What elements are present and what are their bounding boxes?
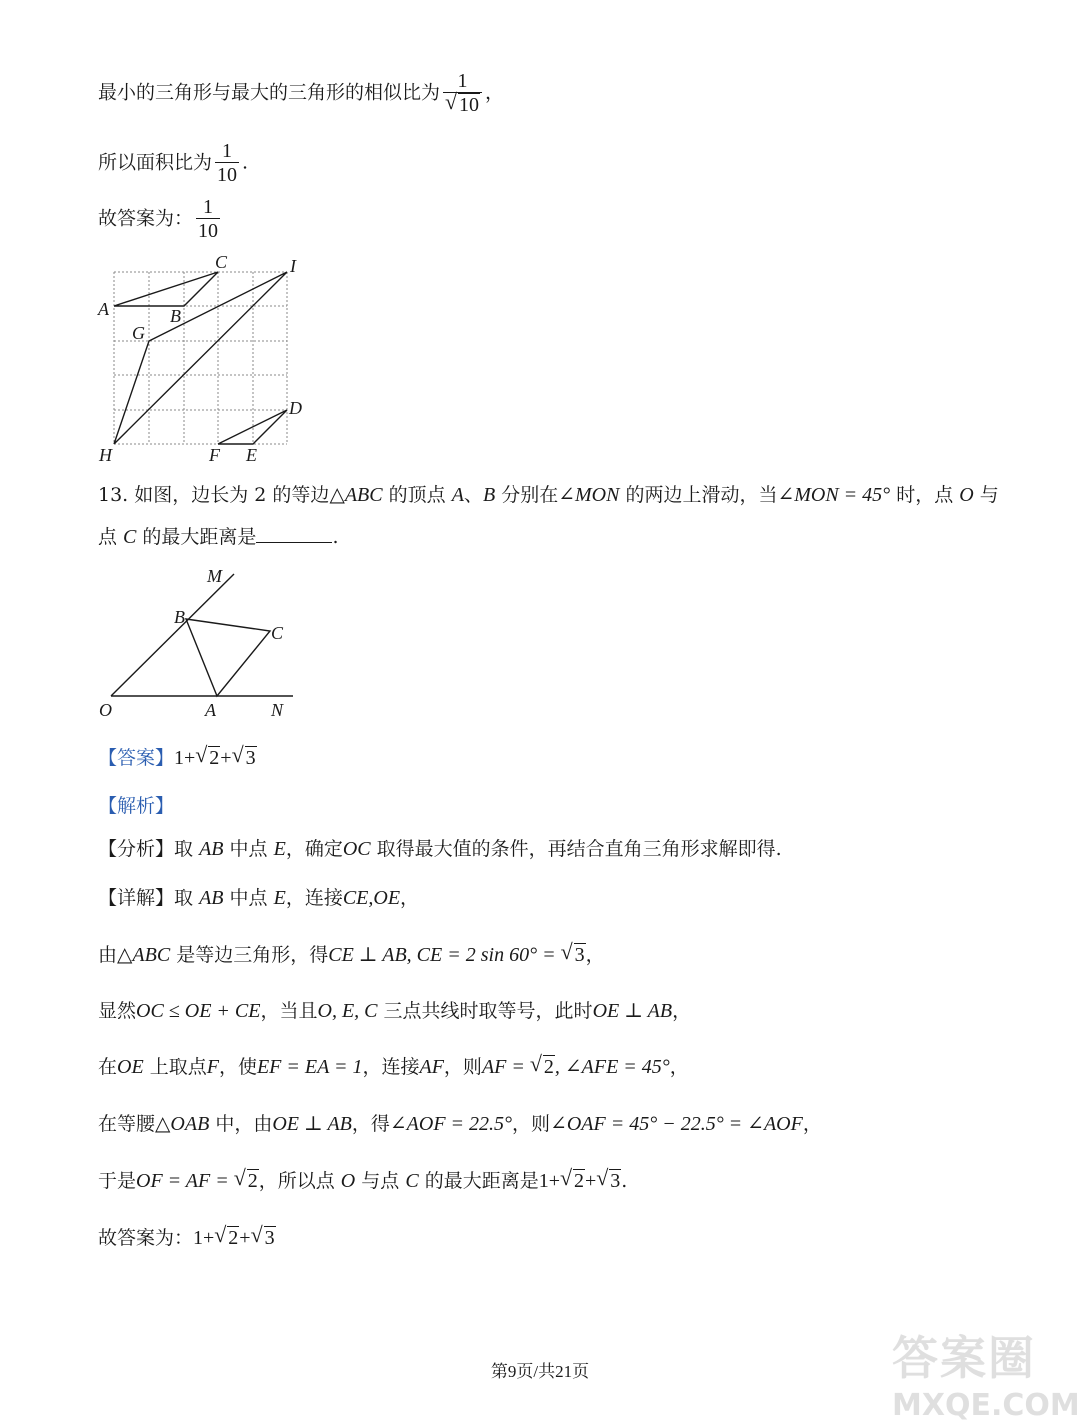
math-oc: OC (342, 838, 371, 860)
math-1-plus: 1+ (538, 1170, 561, 1192)
math-expr: , ∠AFE = 45° (554, 1056, 670, 1078)
triangle-symbol: △ (329, 484, 345, 506)
text: 显然 (98, 1000, 137, 1022)
math-o: O (959, 484, 974, 506)
separator: 、 (463, 484, 483, 506)
label-c2: C (271, 623, 284, 643)
text: 与点 (355, 1170, 406, 1192)
step-4-line (98, 1110, 822, 1138)
math-o: O (340, 1170, 356, 1192)
math-expr: EF = EA = 1 (256, 1056, 363, 1078)
text: 在等腰 (98, 1113, 156, 1135)
math-oab: OAB (170, 1113, 210, 1135)
label-d: D (289, 398, 302, 418)
radicand: 3 (245, 747, 256, 769)
fraction-1-over-10 (215, 140, 239, 187)
fraction-numerator: 1 (203, 196, 214, 218)
triangle-fed (218, 410, 287, 444)
text: 上取点 (143, 1056, 207, 1078)
grid-figure (95, 255, 325, 470)
text: 是等边三角形，得 (170, 944, 329, 966)
fraction-numerator: 1 (457, 70, 468, 92)
answer-line-q13 (98, 744, 257, 772)
q13-text-1: 13. 如图，边长为 2 的等边 (98, 484, 330, 506)
radicand: 3 (574, 944, 585, 966)
math-e: E (273, 838, 286, 860)
math-angle-mon: ∠MON (558, 484, 620, 506)
fraction-denominator: 10 (198, 220, 219, 242)
label-g: G (132, 323, 145, 343)
label-n: N (271, 700, 284, 720)
label-a2: A (205, 700, 216, 720)
triangle-symbol: △ (117, 944, 133, 966)
sqrt-2 (196, 744, 220, 772)
radicand: 3 (264, 1227, 275, 1249)
text: 在 (98, 1056, 118, 1078)
text: ， (669, 1056, 689, 1078)
label-m: M (207, 566, 222, 586)
sqrt-3 (233, 744, 257, 772)
text: 于是 (98, 1170, 137, 1192)
text: ，则 (512, 1113, 551, 1135)
fraction-numerator: 1 (222, 140, 233, 162)
label-i: I (290, 256, 296, 276)
triangle-symbol: △ (155, 1113, 171, 1135)
label-h: H (99, 445, 112, 465)
text: 三点共线时取等号，此时 (377, 1000, 593, 1022)
math-af: AF (419, 1056, 444, 1078)
label-c: C (215, 255, 228, 272)
fraction-1-over-10 (196, 196, 220, 243)
step-5-line (98, 1167, 627, 1195)
punctuation: . (332, 526, 339, 548)
math-abc: ABC (132, 944, 171, 966)
fraction-denominator (443, 92, 482, 117)
analysis-heading (98, 792, 174, 820)
step-2-line (98, 997, 691, 1025)
fraction-1-over-root10 (443, 70, 482, 117)
triangle-abc-figure (186, 619, 270, 696)
triangle-abc (114, 272, 218, 306)
math-expr: CE ⊥ AB, CE = 2 sin 60° = (328, 944, 561, 966)
question-13-line-1 (98, 481, 999, 509)
angle-triangle-figure (95, 565, 315, 725)
label-e: E (246, 445, 257, 465)
text: ，连接 (362, 1056, 420, 1078)
answer-text: 故答案为： (98, 207, 194, 230)
radicand: 10 (459, 94, 480, 116)
text: ，得 (351, 1113, 390, 1135)
sqrt-3 (562, 941, 586, 969)
q13-text-2: 的顶点 (382, 484, 452, 506)
answer-blank (256, 526, 332, 543)
label-b2: B (174, 607, 185, 627)
math-1-plus: 1+ (193, 1227, 215, 1249)
xiangjie-line (98, 884, 419, 912)
math-c: C (405, 1170, 419, 1192)
math-expr: ∠OAF = 45° − 22.5° = ∠AOF (550, 1113, 803, 1135)
plus-sign: + (220, 747, 232, 769)
q13-text-7: 点 (98, 526, 124, 548)
math-expr: OF = AF = (136, 1170, 234, 1192)
text: 取得最大值的条件，再结合直角三角形求解即得. (370, 838, 782, 860)
similarity-ratio-line (98, 70, 504, 117)
q13-text-5: 时，点 (890, 484, 960, 506)
math-b: B (482, 484, 496, 506)
math-e: E (273, 887, 286, 909)
watermark-logo (892, 1322, 1080, 1423)
text: ，则 (443, 1056, 482, 1078)
sqrt-2 (235, 1167, 259, 1195)
watermark-line-1: 答案圈 (892, 1331, 1036, 1385)
answer-line-q12 (98, 196, 223, 243)
radicand: 2 (247, 1170, 258, 1192)
radicand: 2 (228, 1227, 239, 1249)
text: ，确定 (285, 838, 343, 860)
ray-om (111, 574, 234, 696)
text: 的最大距离是 (418, 1170, 539, 1192)
math-oec: O, E, C (317, 1000, 378, 1022)
area-ratio-line (98, 140, 248, 187)
math-1-plus: 1+ (174, 747, 196, 769)
text: ，当且 (260, 1000, 318, 1022)
text: ， (400, 887, 420, 909)
xiangjie-tag: 【详解】 (98, 887, 175, 909)
watermark-line-2: MXQE.COM (892, 1388, 1080, 1423)
label-b: B (170, 306, 181, 326)
text: ， (672, 1000, 692, 1022)
text: . (621, 1170, 628, 1192)
sqrt-3 (252, 1224, 276, 1252)
math-f: F (206, 1056, 219, 1078)
analysis-tag: 【解析】 (98, 795, 175, 817)
sqrt-2 (215, 1224, 239, 1252)
q13-text-6: 与 (973, 484, 999, 506)
text: 取 (174, 838, 200, 860)
math-angle-eq: ∠MON = 45° (777, 484, 891, 506)
math-expr: ∠AOF = 22.5° (389, 1113, 513, 1135)
step-3-line (98, 1053, 689, 1081)
text: 中点 (223, 887, 274, 909)
fenxi-tag: 【分析】 (98, 838, 175, 860)
q13-text-3: 分别在 (495, 484, 559, 506)
label-f: F (209, 445, 220, 465)
fenxi-line (98, 835, 782, 863)
label-o: O (99, 700, 112, 720)
page-footer: 第9页/共21页 (490, 1362, 590, 1381)
label-a: A (98, 299, 109, 319)
plus-sign: + (239, 1227, 251, 1249)
text: 故答案为： (98, 1227, 194, 1249)
answer-tag: 【答案】 (98, 747, 175, 769)
text: 由 (98, 944, 118, 966)
text: ， (585, 944, 605, 966)
math-expr: OE ⊥ AB (272, 1113, 352, 1135)
radicand: 2 (574, 1170, 585, 1192)
math-expr: AF = (481, 1056, 530, 1078)
q13-text-4: 的两边上滑动，当 (619, 484, 778, 506)
sqrt-2 (561, 1167, 585, 1195)
text: 中点 (223, 838, 274, 860)
text: 中，由 (209, 1113, 273, 1135)
question-13-line-2 (98, 523, 338, 551)
q13-text-8: 的最大距离是 (136, 526, 257, 548)
area-ratio-text: 所以面积比为 (98, 151, 213, 174)
math-ab: AB (199, 887, 224, 909)
text: ， (802, 1113, 822, 1135)
step-1-line (98, 941, 605, 969)
radicand: 2 (543, 1056, 554, 1078)
radicand: 3 (610, 1170, 621, 1192)
sqrt-3 (597, 1167, 621, 1195)
math-a: A (451, 484, 464, 506)
math-ce-oe: CE,OE (342, 887, 401, 909)
sqrt-2 (531, 1053, 555, 1081)
similarity-ratio-text: 最小的三角形与最大的三角形的相似比为 (98, 81, 441, 104)
radicand: 2 (209, 747, 220, 769)
math-expr: OE ⊥ AB (592, 1000, 673, 1022)
math-expr: OC ≤ OE + CE (136, 1000, 261, 1022)
final-answer-line (98, 1224, 276, 1252)
math-abc: ABC (344, 484, 383, 506)
math-c: C (123, 526, 137, 548)
text: ，所以点 (258, 1170, 341, 1192)
text: ，连接 (285, 887, 343, 909)
plus-sign: + (585, 1170, 597, 1192)
text: 取 (174, 887, 200, 909)
text: ，使 (218, 1056, 257, 1078)
punctuation: ， (485, 81, 505, 104)
math-ab: AB (199, 838, 224, 860)
fraction-denominator: 10 (217, 164, 238, 186)
punctuation: . (242, 151, 249, 174)
sqrt-symbol (446, 93, 480, 117)
math-oe: OE (117, 1056, 144, 1078)
